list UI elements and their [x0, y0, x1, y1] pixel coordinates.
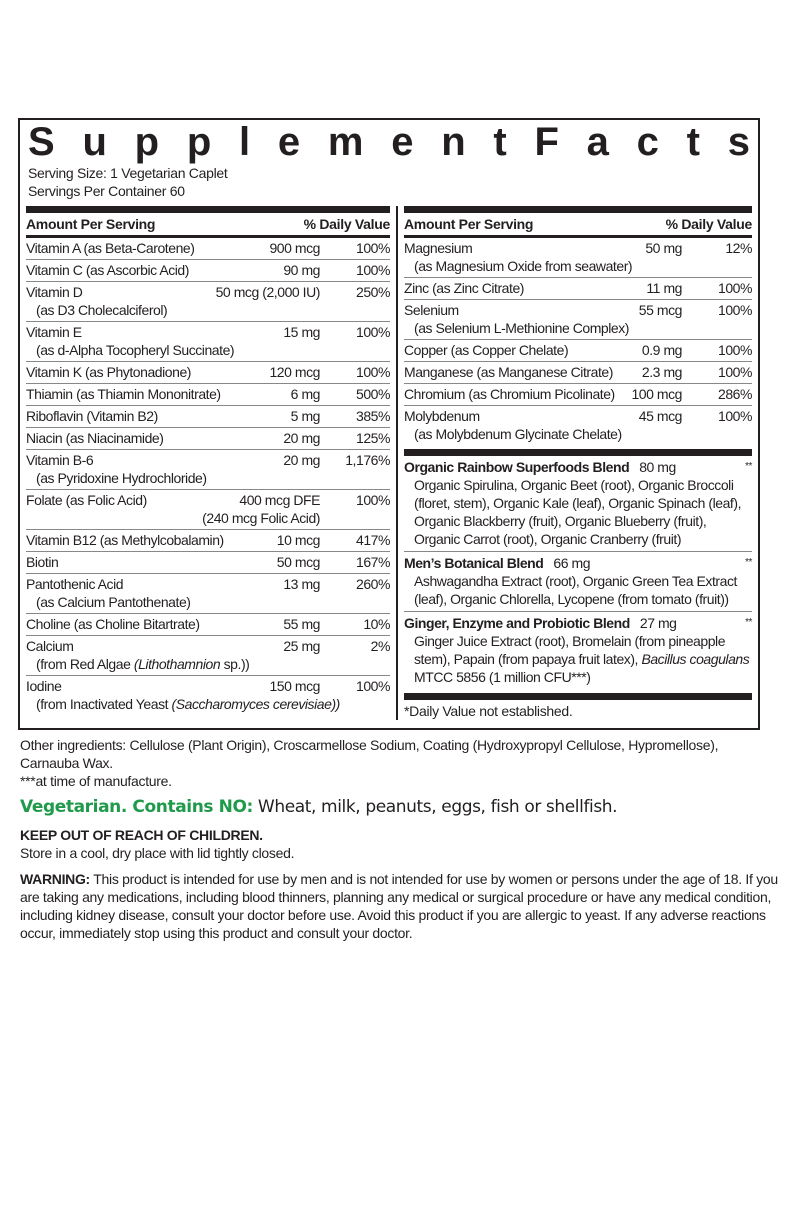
nutrient-row: [26, 322, 390, 362]
nutrient-line: [404, 239, 752, 257]
nutrient-amount: 50 mcg (2,000 IU): [215, 284, 320, 300]
title-letter: a: [586, 120, 609, 164]
nutrient-line: [26, 637, 390, 655]
left-column: [26, 206, 390, 720]
nutrient-name: Vitamin A (as Beta-Carotene): [26, 240, 195, 256]
text-segment: Bacillus coagulans: [641, 651, 750, 667]
nutrient-daily-value: 500%: [355, 386, 390, 402]
nutrient-line: [26, 491, 390, 509]
text-segment: (Saccharomyces cerevisiae)): [171, 696, 340, 712]
thick-rule: [404, 206, 752, 213]
nutrient-row: [26, 238, 390, 260]
nutrient-daily-value: 100%: [717, 302, 752, 318]
panel-title: [26, 120, 752, 164]
nutrient-row: [26, 362, 390, 384]
text-segment: (as D3 Cholecalciferol): [36, 302, 168, 318]
nutrient-name: Copper (as Copper Chelate): [404, 342, 569, 358]
nutrient-source: [26, 301, 390, 319]
nutrient-daily-value: 100%: [355, 324, 390, 340]
nutrient-source: [404, 257, 752, 275]
nutrient-line: [404, 363, 752, 381]
nutrient-daily-value: 2%: [370, 638, 390, 654]
nutrient-name: Magnesium: [404, 240, 473, 256]
nutrient-line: [26, 553, 390, 571]
nutrient-daily-value: 125%: [355, 430, 390, 446]
nutrient-amount: 0.9 mg: [641, 342, 682, 358]
text-segment: (from Inactivated Yeast: [36, 696, 172, 712]
title-letter: p: [186, 120, 212, 164]
text-segment: Organic Spirulina, Organic Beet (root), Organic Broccoli (floret, stem), Organic Kale (leaf), Organic Spinach (leaf), Organic Blackberry (fruit), Organic Blueberry (fruit), Organic Carrot (root), Organic Cranberry (fruit): [414, 477, 742, 547]
title-letter: l: [239, 120, 251, 164]
title-letter: e: [391, 120, 414, 164]
thick-rule: [404, 693, 752, 700]
nutrient-daily-value: 417%: [355, 532, 390, 548]
nutrient-daily-value: 100%: [717, 408, 752, 424]
nutrient-daily-value: 100%: [355, 262, 390, 278]
keep-out-warning: KEEP OUT OF REACH OF CHILDREN.: [20, 827, 263, 843]
title-letter: u: [82, 120, 107, 164]
nutrient-amount: 100 mcg: [631, 386, 682, 402]
blend-daily-value: **: [745, 461, 752, 472]
title-letter: t: [686, 120, 700, 164]
nutrient-amount: 25 mg: [283, 638, 320, 654]
allergen-text: Wheat, milk, peanuts, eggs, fish or shellfish.: [252, 797, 618, 817]
table-header: [26, 213, 390, 238]
supplement-facts-panel: [18, 118, 760, 730]
nutrient-amount: 11 mg: [646, 280, 682, 296]
storage-text: Store in a cool, dry place with lid tightly closed.: [20, 845, 295, 861]
header-amount: Amount Per Serving: [404, 216, 534, 232]
nutrient-amount: 5 mg: [290, 408, 320, 424]
title-letter: e: [277, 120, 301, 164]
nutrient-name: Folate (as Folic Acid): [26, 492, 147, 508]
nutrient-daily-value: 12%: [725, 240, 752, 256]
nutrient-row: [26, 406, 390, 428]
nutrient-daily-value: 100%: [355, 364, 390, 380]
nutrient-line: [404, 341, 752, 359]
blend-line: [404, 614, 752, 632]
nutrient-line: [26, 531, 390, 549]
vegetarian-statement: [20, 796, 780, 818]
title-letter: n: [441, 120, 466, 164]
blend-name: Men’s Botanical Blend: [404, 555, 544, 571]
nutrient-amount: 55 mcg: [638, 302, 682, 318]
nutrient-row: [26, 282, 390, 322]
nutrient-row: [26, 574, 390, 614]
nutrient-daily-value: 100%: [717, 280, 752, 296]
nutrient-line: [404, 385, 752, 403]
nutrient-daily-value: 286%: [717, 386, 752, 402]
nutrient-row: [26, 676, 390, 715]
manufacture-note: ***at time of manufacture.: [20, 773, 172, 789]
nutrient-amount: 2.3 mg: [641, 364, 682, 380]
nutrient-name: Manganese (as Manganese Citrate): [404, 364, 613, 380]
nutrient-source: [26, 593, 390, 611]
nutrient-name: Chromium (as Chromium Picolinate): [404, 386, 615, 402]
nutrient-source: [404, 425, 752, 443]
nutrient-amount: 50 mg: [645, 240, 682, 256]
blend-name: Organic Rainbow Superfoods Blend: [404, 459, 630, 475]
nutrient-row: [26, 384, 390, 406]
nutrient-daily-value: 100%: [355, 492, 390, 508]
nutrient-name: Choline (as Choline Bitartrate): [26, 616, 200, 632]
nutrient-daily-value: 10%: [363, 616, 390, 632]
blend-amount: 27 mg: [639, 615, 677, 631]
serving-info: [26, 164, 752, 200]
nutrient-name: Selenium: [404, 302, 459, 318]
servings-per-container: Servings Per Container 60: [28, 183, 185, 199]
other-ingredients-section: [20, 736, 780, 790]
nutrient-row: [26, 614, 390, 636]
nutrient-amount: 400 mcg DFE: [239, 492, 320, 508]
nutrient-line: [26, 239, 390, 257]
nutrient-amount: 15 mg: [283, 324, 320, 340]
nutrient-amount: 20 mg: [283, 430, 320, 446]
nutrient-line: [26, 429, 390, 447]
nutrient-row: [404, 278, 752, 300]
nutrient-name: Vitamin B-6: [26, 452, 94, 468]
nutrient-name: Vitamin D: [26, 284, 83, 300]
header-dv: % Daily Value: [665, 216, 752, 232]
nutrient-line: [26, 575, 390, 593]
nutrient-amount: 45 mcg: [638, 408, 682, 424]
blend-list: [404, 456, 752, 689]
other-ingredients: Other ingredients: Cellulose (Plant Origin), Croscarmellose Sodium, Coating (Hydroxypropyl Cellulose, Hypromellose), Carnauba Wax.: [20, 737, 719, 771]
right-nutrient-list: [404, 238, 752, 445]
nutrient-name: Calcium: [26, 638, 74, 654]
nutrient-name: Riboflavin (Vitamin B2): [26, 408, 158, 424]
warning-label: WARNING:: [20, 871, 90, 887]
nutrient-daily-value: 100%: [717, 364, 752, 380]
nutrient-row: [26, 450, 390, 490]
nutrient-line: [404, 407, 752, 425]
nutrient-amount: 50 mcg: [276, 554, 320, 570]
nutrient-source: [26, 655, 390, 673]
text-segment: (as Magnesium Oxide from seawater): [414, 258, 633, 274]
nutrient-line: [26, 677, 390, 695]
nutrient-line: [26, 451, 390, 469]
nutrient-daily-value: 167%: [355, 554, 390, 570]
nutrient-sub-amount: (240 mcg Folic Acid): [202, 510, 320, 526]
text-segment: (as Calcium Pantothenate): [36, 594, 191, 610]
blend-row: [404, 552, 752, 612]
text-segment: Ginger Juice Extract (root), Bromelain (from pineapple stem), Papain (from papaya fruit latex),: [414, 633, 726, 667]
text-segment: (as Selenium L-Methionine Complex): [414, 320, 630, 336]
nutrient-amount: 20 mg: [283, 452, 320, 468]
header-dv: % Daily Value: [303, 216, 390, 232]
nutrient-daily-value: 260%: [355, 576, 390, 592]
nutrient-amount: 900 mcg: [269, 240, 320, 256]
nutrient-row: [404, 300, 752, 340]
text-segment: Ashwagandha Extract (root), Organic Green Tea Extract (leaf), Organic Chlorella, Lycopene (from tomato (fruit)): [414, 573, 737, 607]
blend-ingredients: [404, 572, 752, 608]
storage-section: [20, 826, 780, 862]
nutrient-name: Molybdenum: [404, 408, 480, 424]
nutrient-line: [26, 261, 390, 279]
title-letter: F: [534, 120, 559, 164]
blend-daily-value: **: [745, 617, 752, 628]
warning-text: This product is intended for use by men and is not intended for use by women or persons under the age of 18. If you are taking any medications, including blood thinners, planning any medical or surgical procedure or have any medical condition, including kidney disease, consult your doctor before use. Avoid this product if you are allergic to yeast. If any adverse reactions occur, immediately stop using this product and consult your doctor.: [20, 871, 778, 941]
blend-row: [404, 456, 752, 552]
blend-amount: 80 mg: [639, 459, 676, 475]
text-segment: (as d-Alpha Tocopheryl Succinate): [36, 342, 235, 358]
nutrient-daily-value: 250%: [355, 284, 390, 300]
nutrient-name: Vitamin C (as Ascorbic Acid): [26, 262, 189, 278]
nutrient-source: [404, 319, 752, 337]
table-header: [404, 213, 752, 238]
nutrient-amount: 55 mg: [283, 616, 320, 632]
thick-rule: [26, 206, 390, 213]
text-segment: MTCC 5856 (1 million CFU***): [414, 669, 591, 685]
nutrient-line: [26, 615, 390, 633]
nutrient-daily-value: 100%: [355, 240, 390, 256]
nutrient-row: [404, 384, 752, 406]
title-letter: S: [28, 120, 55, 164]
vegetarian-label: Vegetarian. Contains NO:: [20, 797, 253, 817]
nutrient-name: Iodine: [26, 678, 62, 694]
nutrient-name: Vitamin B12 (as Methylcobalamin): [26, 532, 224, 548]
nutrient-row: [26, 490, 390, 530]
column-divider: [396, 206, 398, 720]
nutrient-source: [26, 695, 390, 713]
nutrient-amount: 6 mg: [290, 386, 320, 402]
nutrient-row: [404, 406, 752, 445]
nutrient-name: Vitamin E: [26, 324, 82, 340]
title-letter: p: [134, 120, 160, 164]
nutrient-line: [404, 301, 752, 319]
nutrient-line: [26, 385, 390, 403]
blend-daily-value: **: [745, 557, 752, 568]
warning-section: [20, 870, 785, 942]
text-segment: (as Molybdenum Glycinate Chelate): [414, 426, 622, 442]
nutrient-row: [26, 428, 390, 450]
facts-columns: [26, 206, 752, 720]
blend-ingredients: [404, 476, 752, 548]
text-segment: (from Red Algae: [36, 656, 134, 672]
left-nutrient-list: [26, 238, 390, 715]
nutrient-line: [404, 279, 752, 297]
blend-ingredients: [404, 632, 752, 686]
nutrient-name: Vitamin K (as Phytonadione): [26, 364, 192, 380]
nutrient-row: [404, 238, 752, 278]
nutrient-line: [26, 363, 390, 381]
blend-line: [404, 554, 752, 572]
title-letter: t: [493, 120, 507, 164]
nutrient-line: [26, 407, 390, 425]
text-segment: (as Pyridoxine Hydrochloride): [36, 470, 207, 486]
nutrient-daily-value: 1,176%: [345, 452, 390, 468]
nutrient-row: [26, 260, 390, 282]
nutrient-daily-value: 100%: [717, 342, 752, 358]
nutrient-line: [26, 323, 390, 341]
header-amount: Amount Per Serving: [26, 216, 156, 232]
nutrient-source: [26, 341, 390, 359]
nutrient-row: [26, 636, 390, 676]
title-letter: m: [327, 120, 364, 164]
title-letter: s: [727, 120, 750, 164]
nutrient-name: Thiamin (as Thiamin Mononitrate): [26, 386, 221, 402]
nutrient-name: Pantothenic Acid: [26, 576, 124, 592]
nutrient-source: [26, 469, 390, 487]
blend-row: [404, 612, 752, 689]
nutrient-amount: 10 mcg: [276, 532, 320, 548]
nutrient-row: [26, 530, 390, 552]
nutrient-amount: 90 mg: [283, 262, 320, 278]
blend-amount: 66 mg: [553, 555, 591, 571]
nutrient-daily-value: 385%: [355, 408, 390, 424]
nutrient-row: [26, 552, 390, 574]
nutrient-row: [404, 340, 752, 362]
nutrient-amount: 150 mcg: [269, 678, 320, 694]
blend-name: Ginger, Enzyme and Probiotic Blend: [404, 615, 630, 631]
nutrient-daily-value: 100%: [355, 678, 390, 694]
title-letter: c: [636, 120, 659, 164]
nutrient-amount: 120 mcg: [269, 364, 320, 380]
nutrient-line: [26, 283, 390, 301]
nutrient-name: Biotin: [26, 554, 59, 570]
text-segment: (Lithothamnion: [133, 656, 221, 672]
footnote: *Daily Value not established.: [404, 703, 573, 719]
thick-rule: [404, 449, 752, 456]
serving-size: Serving Size: 1 Vegetarian Caplet: [28, 165, 228, 181]
text-segment: sp.)): [220, 656, 250, 672]
nutrient-name: Niacin (as Niacinamide): [26, 430, 164, 446]
nutrient-row: [404, 362, 752, 384]
nutrient-name: Zinc (as Zinc Citrate): [404, 280, 525, 296]
blend-line: [404, 458, 752, 476]
nutrient-amount: 13 mg: [283, 576, 320, 592]
right-column: [404, 206, 752, 720]
